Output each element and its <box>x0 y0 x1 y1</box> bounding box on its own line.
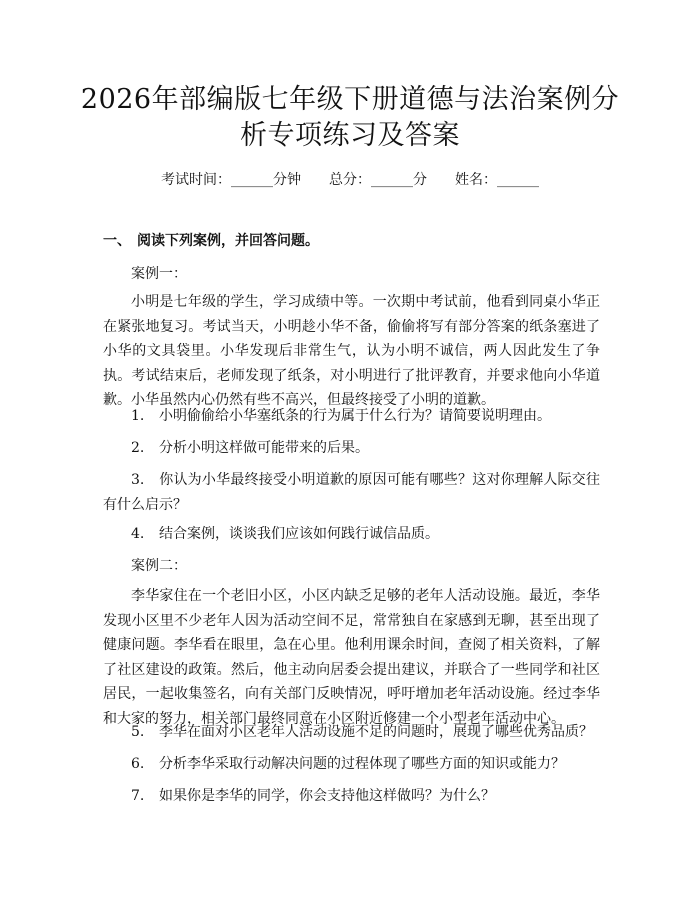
case1-passage: 小明是七年级的学生，学习成绩中等。一次期中考试前，他看到同桌小华正在紧张地复习。考试当天，小明趁小华不备，偷偷将写有部分答案的纸条塞进了小华的文具袋里。小华发现后非常生气，认为小明不诚信，两人因此发生了争执。考试结束后，老师发现了纸条，对小明进行了批评教育，并要求他向小华道歉。小华虽然内心仍然有些不高兴，但最终接受了小明的道歉。 <box>103 294 600 408</box>
document-title: 2026年部编版七年级下册道德与法治案例分析专项练习及答案 <box>80 84 620 151</box>
total-score-field: 总分：______分 <box>329 172 427 188</box>
question-number: 5. <box>131 724 145 740</box>
question-text: 小明偷偷给小华塞纸条的行为属于什么行为？请简要说明理由。 <box>159 408 551 424</box>
question-number: 3. <box>131 472 145 488</box>
question-text: 分析小明这样做可能带来的后果。 <box>159 440 369 456</box>
question-number: 1. <box>131 408 145 424</box>
question-number: 6. <box>131 756 145 772</box>
question-4 <box>103 522 600 547</box>
question-text: 分析李华采取行动解决问题的过程体现了哪些方面的知识或能力？ <box>159 756 565 772</box>
exam-info-line <box>0 170 700 190</box>
question-number: 4. <box>131 526 145 542</box>
student-name-field: 姓名：______ <box>455 172 539 188</box>
exam-time-field: 考试时间：______分钟 <box>161 172 301 188</box>
question-text: 如果你是李华的同学，你会支持他这样做吗？为什么？ <box>159 788 495 804</box>
case1-label: 案例一： <box>131 266 187 282</box>
question-5 <box>103 720 600 745</box>
question-3 <box>103 468 600 517</box>
section-number: 一、 <box>103 233 131 249</box>
section-heading-text: 阅读下列案例，并回答问题。 <box>137 233 319 249</box>
question-6 <box>103 752 600 777</box>
question-2 <box>103 436 600 461</box>
case2-label: 案例二： <box>131 558 187 574</box>
question-text: 李华在面对小区老年人活动设施不足的问题时，展现了哪些优秀品质？ <box>159 724 593 740</box>
question-number: 2. <box>131 440 145 456</box>
section-heading <box>103 231 319 251</box>
question-text: 结合案例，谈谈我们应该如何践行诚信品质。 <box>159 526 439 542</box>
question-7 <box>103 784 600 809</box>
question-number: 7. <box>131 788 145 804</box>
question-text: 你认为小华最终接受小明道歉的原因可能有哪些？这对你理解人际交往有什么启示？ <box>103 472 600 513</box>
question-1 <box>103 404 600 429</box>
case2-passage: 李华家住在一个老旧小区，小区内缺乏足够的老年人活动设施。最近，李华发现小区里不少老年人因为活动空间不足，常常独自在家感到无聊，甚至出现了健康问题。李华看在眼里，急在心里。他利用课余时间，查阅了相关资料，了解了社区建设的政策。然后，他主动向居委会提出建议，并联合了一些同学和社区居民，一起收集签名，向有关部门反映情况，呼吁增加老年活动设施。经过李华和大家的努力，相关部门最终同意在小区附近修建一个小型老年活动中心。 <box>103 588 600 727</box>
